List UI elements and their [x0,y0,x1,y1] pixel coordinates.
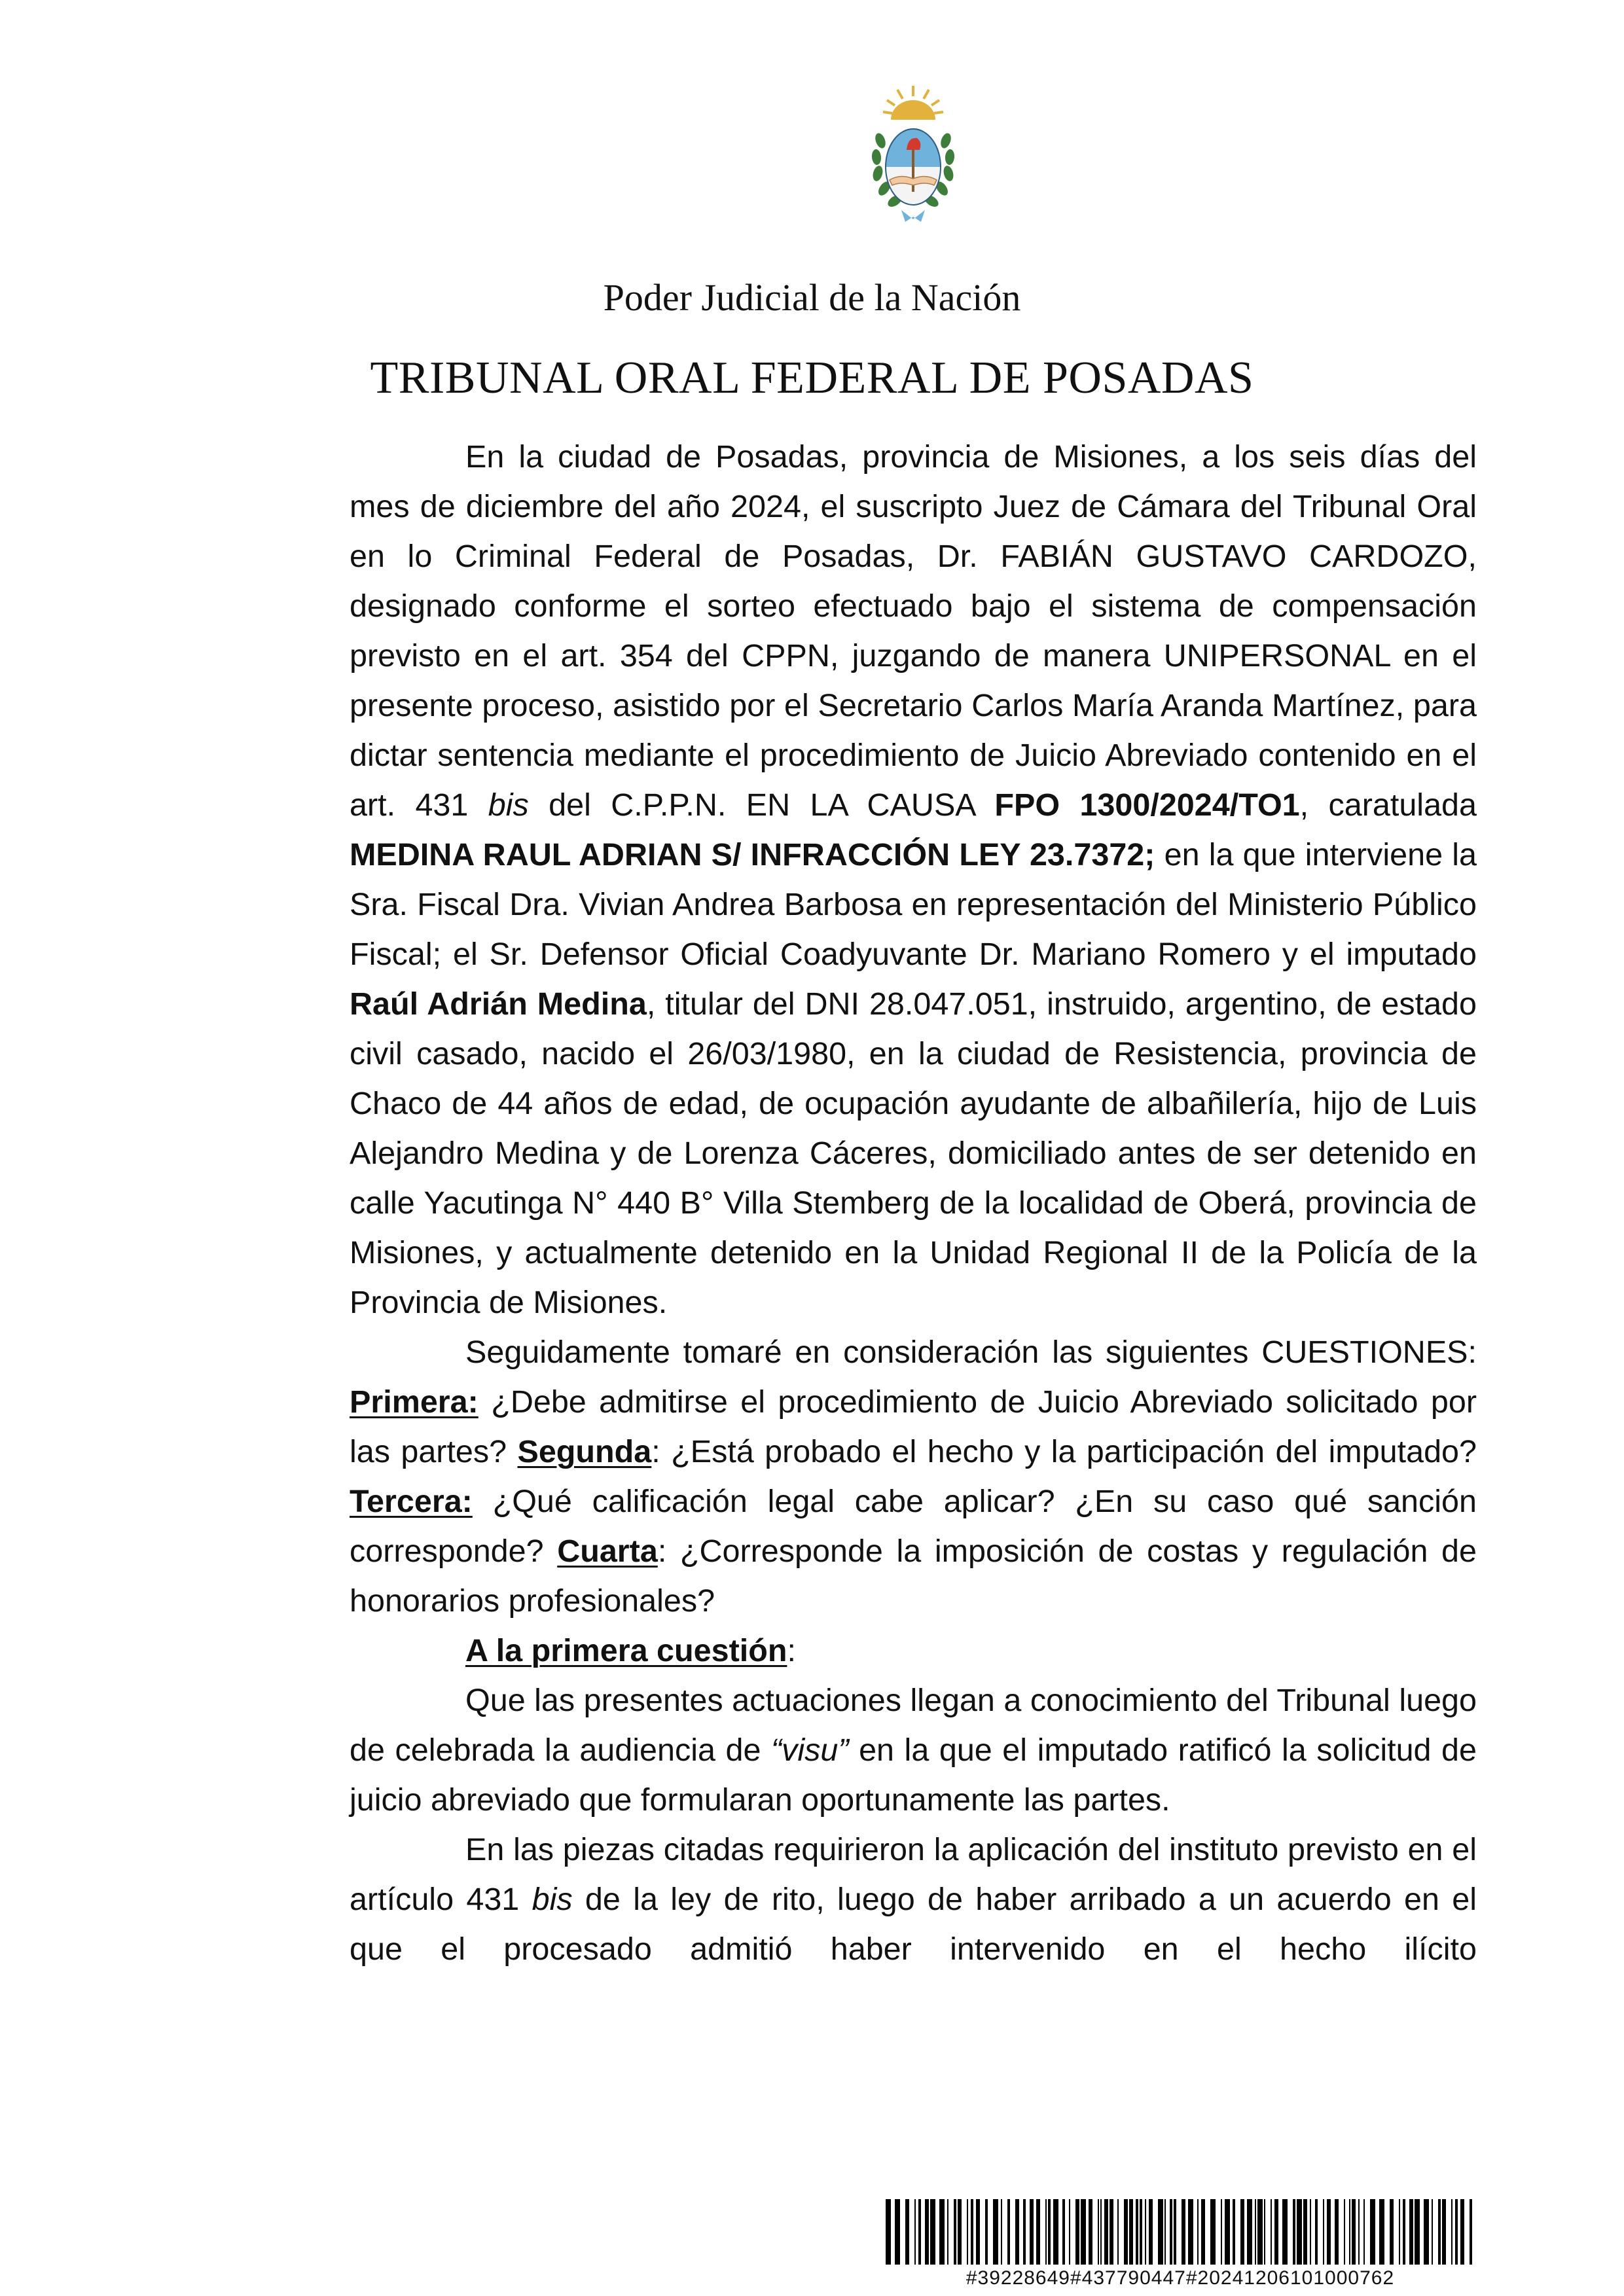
barcode-bar [1081,2199,1086,2265]
barcode-bar [1007,2199,1010,2265]
question-3-label: Tercera: [350,1484,473,1519]
italic-bis: bis [488,787,529,823]
question-3-text: ¿Qué calificación legal cabe aplicar? ¿En su caso qué sanción corresponde? [350,1484,1477,1569]
barcode-bar [1075,2199,1079,2265]
barcode-bar [1110,2199,1113,2265]
barcode-bar [1424,2199,1429,2265]
barcode-bar [1089,2199,1092,2265]
barcode-bar [1315,2199,1318,2265]
barcode-bar [1201,2199,1205,2265]
paragraph-intro [350,432,1477,1327]
barcode-bar [1470,2199,1472,2265]
paragraph-agreement [350,1825,1477,1974]
barcode-bar [1451,2199,1453,2265]
defendant-name: Raúl Adrián Medina [350,986,647,1022]
barcode-bar [905,2199,909,2265]
barcode-bar [1036,2199,1040,2265]
text-span: : [787,1633,796,1668]
barcode-bar [954,2199,956,2265]
barcode-bar [1069,2199,1070,2265]
barcode-bar [1104,2199,1108,2265]
barcode-bar [971,2199,973,2265]
barcode-bar [1188,2199,1193,2265]
barcode-bar [1053,2199,1058,2265]
barcode-bar [1409,2199,1413,2265]
barcode-bar [1271,2199,1272,2265]
question-2-label: Segunda [517,1434,652,1469]
question-1-label: Primera: [350,1384,478,1420]
barcode-bar [1442,2199,1446,2265]
barcode-bar [1015,2199,1019,2265]
barcode-bar [1247,2199,1252,2265]
barcode-number: #39228649#437790447#20241206101000762 [965,2267,1395,2289]
barcode-bar [985,2199,988,2265]
barcode-bar [1264,2199,1265,2265]
first-question-heading: A la primera cuestión [465,1633,787,1668]
italic-visu: “visu” [770,1732,849,1768]
barcode-bar [1335,2199,1339,2265]
case-number: FPO 1300/2024/TO1 [994,787,1300,823]
section-heading [350,1626,1477,1676]
italic-bis: bis [532,1882,573,1917]
barcode-bar [1403,2199,1405,2265]
barcode-bar [1030,2199,1034,2265]
barcode-bar [1062,2199,1065,2265]
barcode-bar [1174,2199,1176,2265]
barcode-bar [1303,2199,1307,2265]
barcode-bar [1158,2199,1163,2265]
barcode-bar [1257,2199,1263,2265]
text-span: En las piezas citadas requirieron la aplicación del instituto previsto en el artículo 431 [350,1832,1477,1917]
barcode-bar [1274,2199,1278,2265]
barcode-bar [1255,2199,1256,2265]
barcode-bar [1323,2199,1324,2265]
case-title: MEDINA RAUL ADRIAN S/ INFRACCIÓN LEY 23.7372; [350,837,1155,872]
barcode-bar [1149,2199,1153,2265]
question-2-text: : ¿Está probado el hecho y la participación del imputado? [651,1434,1477,1469]
barcode-bar [1415,2199,1420,2265]
barcode-bar [1233,2199,1235,2265]
barcode-bar [1124,2199,1128,2265]
barcode-bar [1210,2199,1216,2265]
barcode-bar [1221,2199,1222,2265]
barcode-bar [993,2199,998,2265]
barcode-bar [1225,2199,1230,2265]
barcode-bar [1293,2199,1295,2265]
barcode-bar [1390,2199,1394,2265]
barcode-bar [914,2199,916,2265]
question-1-text: ¿Debe admitirse el procedimiento de Juicio Abreviado solicitado por las partes? [350,1384,1477,1469]
question-4-text: : ¿Corresponde la imposición de costas y regulación de honorarios profesionales? [350,1534,1477,1619]
barcode-bar [947,2199,948,2265]
barcode-bar [1140,2199,1142,2265]
barcode-bar [930,2199,935,2265]
barcode-bar [1145,2199,1146,2265]
barcode-bar [1117,2199,1119,2265]
text-span: Que las presentes actuaciones llegan a conocimiento del Tribunal luego de celebrada la audiencia de [350,1683,1477,1768]
court-name: TRIBUNAL ORAL FEDERAL DE POSADAS [370,353,1254,403]
barcode-bar [1001,2199,1002,2265]
sun-emblem [883,86,943,120]
barcode-bar [1240,2199,1244,2265]
text-span: , caratulada [1299,787,1477,823]
barcode-bar [1045,2199,1047,2265]
text-span: en la que el imputado ratificó la solicitud de juicio abreviado que formularan oportunamente las partes. [350,1732,1477,1818]
barcode-bar [1136,2199,1138,2265]
barcode-bar [1399,2199,1400,2265]
barcode-bar [1432,2199,1433,2265]
text-span: , titular del DNI 28.047.051, instruido, argentino, de estado civil casado, nacido el 26/03/1980, en la ciudad de Resistencia, provincia de Chaco de 44 años de edad, de ocupación ayudante de albañilería, hijo de Luis Alejandro Medina y de Lorenza Cáceres, domiciliado antes de ser detenido en calle Yacutinga N° 440 B° Villa Stemberg de la localidad de Oberá, provincia de Misiones, y actualmente detenido en la Unidad Regional II de la Policía de la Provincia de Misiones. [350,986,1477,1320]
barcode-bar [976,2199,980,2265]
barcode-bar [1098,2199,1099,2265]
barcode-bar [1455,2199,1458,2265]
barcode-bar [1358,2199,1360,2265]
barcode-bar [1349,2199,1350,2265]
barcode-bar [1297,2199,1302,2265]
barcode-bar [939,2199,945,2265]
barcode-bar [1048,2199,1051,2265]
barcode-bar [925,2199,929,2265]
barcode-bar [895,2199,900,2265]
coat-of-arms-seal [861,82,965,239]
barcode-bar [918,2199,921,2265]
ribbon [901,210,925,222]
barcode-bar [1352,2199,1356,2265]
paragraph-proceedings [350,1676,1477,1825]
barcode-bar [1170,2199,1172,2265]
barcode-bar [1282,2199,1288,2265]
text-span: en la que interviene la Sra. Fiscal Dra. Vivian Andrea Barbosa en representación del Ministerio Público Fiscal; el Sr. Defensor Oficial Coadyuvante Dr. Mariano Romero y el imputado [350,837,1477,972]
barcode-bar [1363,2199,1365,2265]
barcode-bar [1129,2199,1133,2265]
barcode-bar [1438,2199,1441,2265]
text-span: En la ciudad de Posadas, provincia de Misiones, a los seis días del mes de diciembre del año 2024, el suscripto Juez de Cámara del Tribunal Oral en lo Criminal Federal de Posadas, Dr. FABIÁN GUSTAVO CARDOZO, designado conforme el sorteo efectuado bajo el sistema de compensación previsto en el art. 354 del CPPN, juzgando de manera UNIPERSONAL en el presente proceso, asistido por el Secretario Carlos María Aranda Martínez, para dictar sentencia mediante el procedimiento de Juicio Abreviado contenido en el art. 431 [350,439,1477,823]
text-span: de la ley de rito, luego de haber arribado a un acuerdo en el que el procesado admitió haber intervenido en el hecho ilícito [350,1882,1477,1967]
barcode-bar [1370,2199,1375,2265]
barcode-bar [1460,2199,1464,2265]
document-body [350,432,1477,1974]
barcode-bar [1197,2199,1199,2265]
document-barcode [886,2199,1475,2265]
paragraph-questions [350,1327,1477,1626]
barcode-bar [1344,2199,1345,2265]
barcode-bar [886,2199,891,2265]
barcode-bar [1023,2199,1026,2265]
barcode-bar [1182,2199,1185,2265]
barcode-bar [1327,2199,1331,2265]
barcode-bar [1379,2199,1384,2265]
barcode-bar [967,2199,968,2265]
shield [886,129,941,205]
text-span: del C.P.P.N. EN LA CAUSA [528,787,995,823]
barcode-bar [958,2199,962,2265]
institution-name: Poder Judicial de la Nación [603,276,1021,319]
text-span: Seguidamente tomaré en consideración las siguientes CUESTIONES: [465,1335,1477,1370]
barcode-bar [1310,2199,1311,2265]
barcode-bar [1164,2199,1166,2265]
question-4-label: Cuarta [557,1534,658,1569]
barcode-bar [1100,2199,1102,2265]
